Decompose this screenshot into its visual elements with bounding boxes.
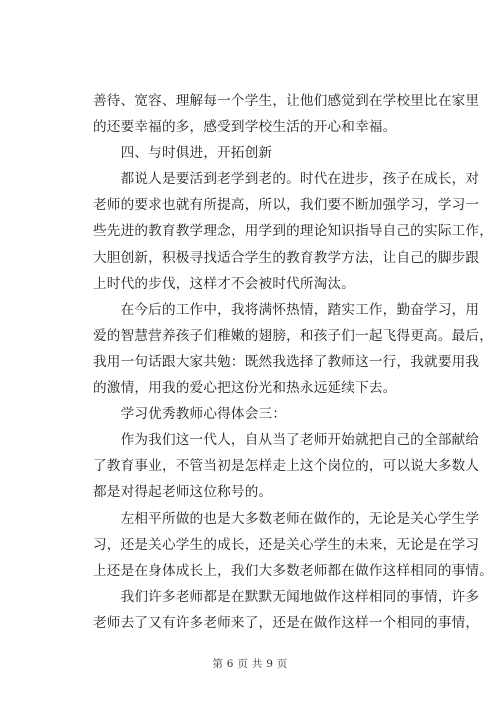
text-line: 老师的要求也就有所提高，所以，我们要不断加强学习，学习一 bbox=[93, 197, 480, 214]
text-line: 左相平所做的也是大多数老师在做作的，无论是关心学生学 bbox=[93, 510, 480, 527]
page-number-footer: 第 6 页 共 9 页 bbox=[212, 658, 288, 670]
text-line: 都说人是要活到老学到老的。时代在进步，孩子在成长，对 bbox=[93, 171, 480, 188]
text-line: 作为我们这一代人，自从当了老师开始就把自己的全部献给 bbox=[93, 432, 480, 449]
text-line: 善待、宽容、理解每一个学生，让他们感觉到在学校里比在家里 bbox=[93, 93, 480, 109]
section-heading: 学习优秀教师心得体会三： bbox=[93, 406, 287, 423]
text-line: 习，还是关心学生的成长，还是关心学生的未来，无论是在学习 bbox=[93, 536, 480, 553]
document-body bbox=[93, 88, 494, 636]
text-line: 老师去了又有许多老师来了，还是在做作这样一个相同的事情， bbox=[93, 614, 480, 631]
text-line: 上还是在身体成长上，我们大多数老师都在做作这样相同的事情。 bbox=[93, 562, 494, 579]
text-line: 爱的智慧营养孩子们稚嫩的翅膀，和孩子们一起飞得更高。最后， bbox=[93, 327, 494, 344]
text-line: 大胆创新，积极寻找适合学生的教育教学方法，让自己的脚步跟 bbox=[93, 249, 480, 266]
text-line: 我用一句话跟大家共勉：既然我选择了教师这一行，我就要用我 bbox=[93, 353, 480, 370]
text-line: 的激情，用我的爱心把这份光和热永远延续下去。 bbox=[93, 380, 397, 397]
text-line: 的还要幸福的多，感受到学校生活的开心和幸福。 bbox=[93, 119, 397, 136]
text-line: 都是对得起老师这位称号的。 bbox=[93, 484, 273, 501]
text-line: 了教育事业，不管当初是怎样走上这个岗位的，可以说大多数人 bbox=[93, 458, 480, 475]
text-line: 我们许多老师都是在默默无闻地做作这样相同的事情，许多 bbox=[93, 588, 480, 605]
text-line: 在今后的工作中，我将满怀热情，踏实工作，勤奋学习，用 bbox=[93, 301, 480, 318]
section-heading: 四、与时俱进，开拓创新 bbox=[93, 145, 273, 162]
text-line: 些先进的教育教学理念，用学到的理论知识指导自己的实际工作， bbox=[93, 223, 494, 240]
text-line: 上时代的步伐，这样才不会被时代所淘汰。 bbox=[93, 275, 356, 292]
